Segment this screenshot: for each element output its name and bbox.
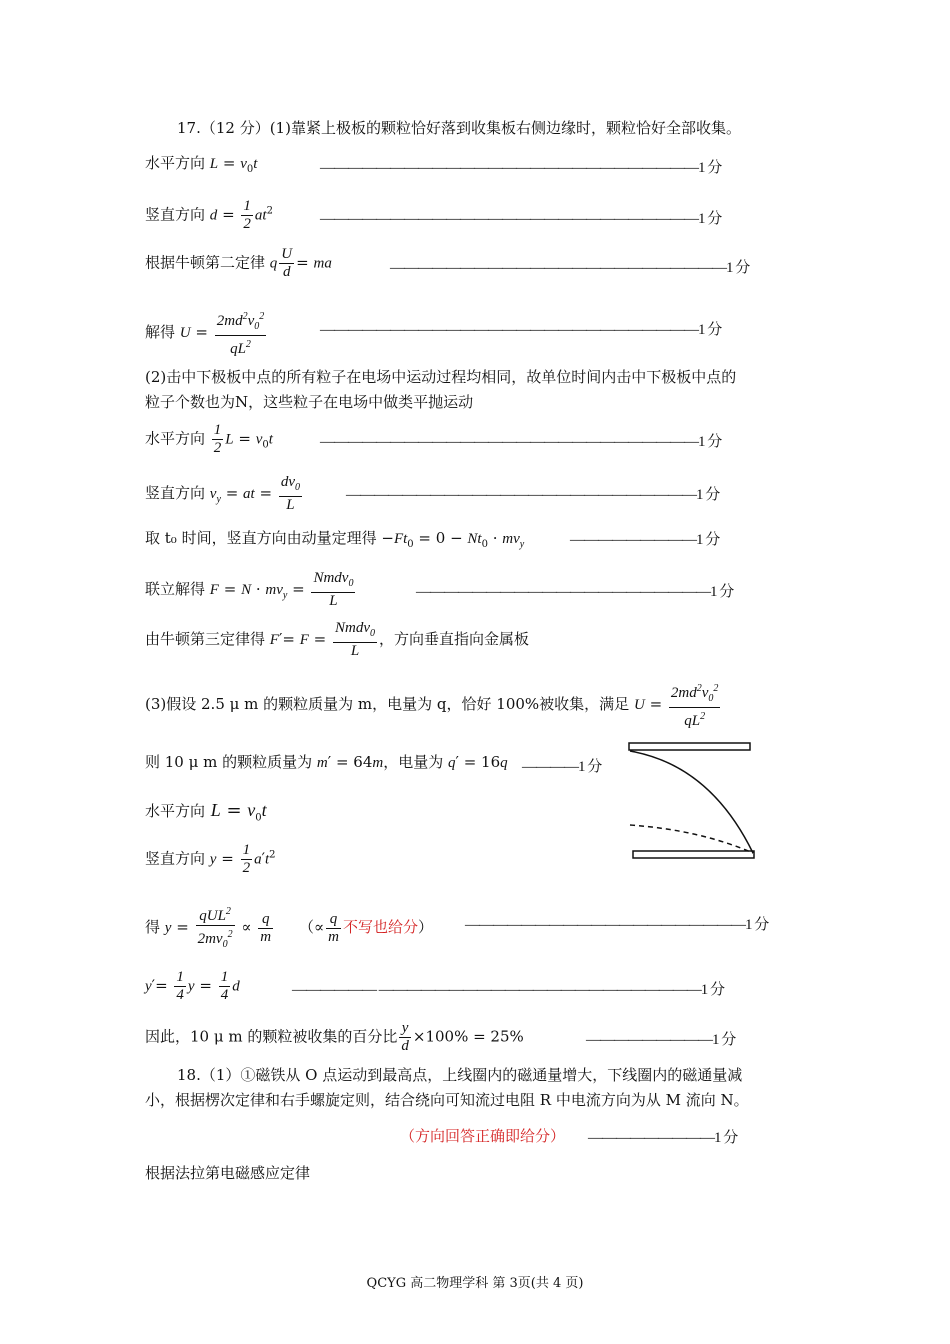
q17-line-newton: 根据牛顿第二定律 q $\frac{U}{d}$ = ma xyxy=(145,246,332,280)
q17-line-horizontal-3: 水平方向 $L = v_0t$ xyxy=(145,800,267,824)
q17-line-percentage: 因此，10 μ m 的颗粒被收集的百分比 $\frac{y}{d}$ ×100% = 25% xyxy=(145,1020,524,1054)
q17-part3-assume: (3)假设 2.5 μ m 的颗粒质量为 m，电量为 q，恰好 100%被收集，满足 U = $\frac{2md^2v_0^2}{qL^2}$ xyxy=(145,680,722,730)
q17-line-solve: 解得 U = $\frac{2md^2v_0^2}{qL^2}$ xyxy=(145,308,268,358)
upper-plate xyxy=(629,743,750,750)
score-dash: —————————————————————————1 分 xyxy=(346,487,720,503)
q17-line-vertical: 竖直方向 d = $\frac{1}{2}$ $at^2$ xyxy=(145,198,273,232)
q17-line-vertical-2: 竖直方向 $v_y$ = at = $\frac{dv_0}{L}$ xyxy=(145,474,300,513)
score-dash: ————————————————————1 分 xyxy=(465,917,769,933)
trajectory-dashed xyxy=(630,825,753,853)
page-footer: QCYG 高二物理学科 第 3页(共 4 页) xyxy=(366,1276,584,1291)
q17-line-ratio: y′= $\frac{1}{4}$ y = $\frac{1}{4}$ d xyxy=(145,969,240,1003)
score-dash: ————————————————————————1 分 xyxy=(390,260,750,276)
score-dash: —————————1 分 xyxy=(586,1032,736,1048)
collector-plates-diagram xyxy=(620,735,760,865)
q18-line3: 根据法拉第电磁感应定律 xyxy=(145,1164,311,1182)
note-optional: 不写也给分 xyxy=(342,918,418,936)
score-dash: —————————1 分 xyxy=(588,1130,738,1146)
q17-intro: 17.（12 分）(1)靠紧上极板的颗粒恰好落到收集板右侧边缘时，颗粒恰好全部收集。 xyxy=(177,119,741,137)
score-dash: —————————1 分 xyxy=(570,532,720,548)
q17-line-third-law: 由牛顿第三定律得 F′= F = $\frac{Nmdv_0}{L}$ ，方向垂直指向金属板 xyxy=(145,620,530,659)
lower-plate xyxy=(633,851,754,858)
q17-line-vertical-3: 竖直方向 y = $\frac{1}{2}$ $a't^2$ xyxy=(145,842,276,876)
score-dash: —————————————————————1 分 xyxy=(416,584,734,600)
score-dash: ————1 分 xyxy=(522,759,602,775)
score-dash: ———————————————————————————1 分 xyxy=(320,322,722,338)
score-dash: ———————————————————————————1 分 xyxy=(320,211,722,227)
q17-part2-line2: 粒子个数也为N，这些粒子在电场中做类平抛运动 xyxy=(145,393,474,411)
q17-line-combine: 联立解得 $F = N \cdot mv_y$ = $\frac{Nmdv_0}{L}$ xyxy=(145,570,354,609)
q18-note: （方向回答正确即给分） xyxy=(400,1127,566,1145)
q17-line-momentum: 取 t₀ 时间，竖直方向由动量定理得 $-Ft_0 = 0 - Nt_0 \cdot mv_y$ xyxy=(145,529,525,550)
score-dash: —————— ———————————————————————1 分 xyxy=(292,982,725,998)
q17-line-horizontal: 水平方向 $L = v_0t$ xyxy=(145,154,258,175)
score-dash: ———————————————————————————1 分 xyxy=(320,434,722,450)
q18-line2: 小，根据楞次定律和右手螺旋定则，结合绕向可知流过电阻 R 中电流方向为从 M 流向 N。 xyxy=(145,1091,749,1109)
q17-line-horizontal-2: 水平方向 $\frac{1}{2}$ $L = v_0t$ xyxy=(145,422,273,456)
q17-part2-line1: (2)击中下极板中点的所有粒子在电场中运动过程均相同，故单位时间内击中下极板中点的 xyxy=(145,368,737,386)
q17-line-y-result: 得 y = $\frac{qUL^2}{2mv_0^2}$ ∝ $\frac{q}{m}$ （∝ $\frac{q}{m}$ 不写也给分） xyxy=(145,903,433,953)
trajectory-solid xyxy=(630,751,753,853)
score-dash: ———————————————————————————1 分 xyxy=(320,160,722,176)
q17-part3-mass: 则 10 μ m 的颗粒质量为 m′ = 64m，电量为 q′ = 16q xyxy=(145,753,508,771)
q18-line1: 18.（1）①磁铁从 O 点运动到最高点，上线圈内的磁通量增大，下线圈内的磁通量减 xyxy=(177,1066,743,1084)
